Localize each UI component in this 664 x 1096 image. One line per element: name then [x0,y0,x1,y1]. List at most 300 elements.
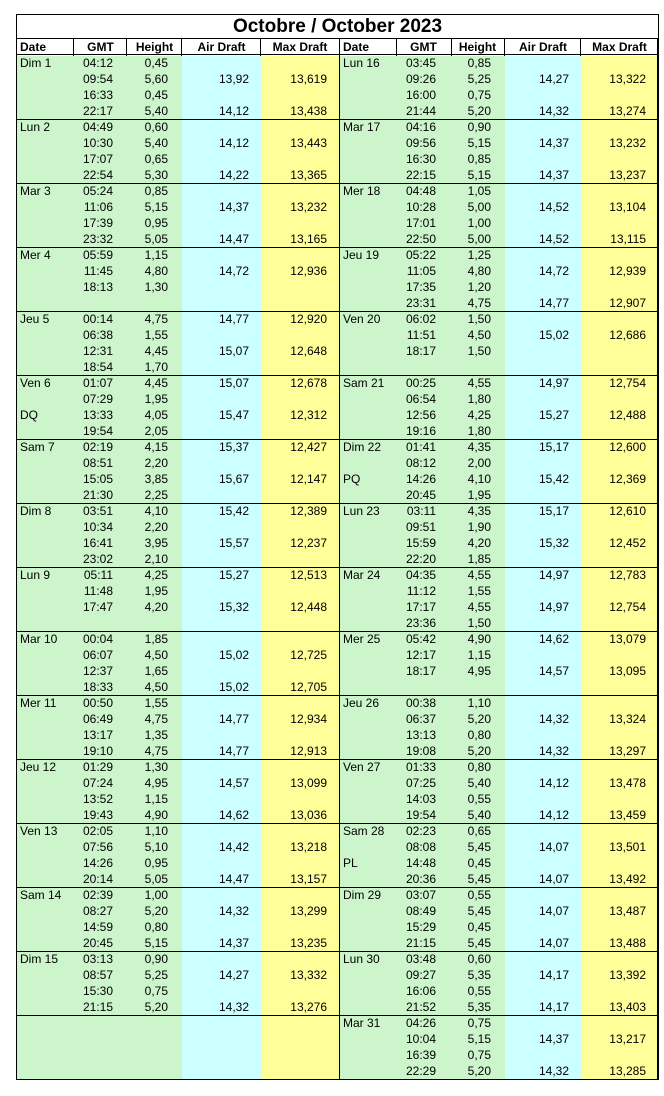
tide-height: 5,25 [467,72,491,86]
time-gmt [74,1015,113,1031]
max-draft: 12,725 [290,648,327,662]
time-gmt: 04:35 [405,568,436,582]
header-gmt: GMT [87,40,114,54]
air-draft: 14,12 [538,776,569,790]
time-gmt: 21:30 [82,488,113,502]
max-draft: 12,312 [290,408,327,422]
max-draft: 12,389 [290,504,327,518]
day-date: Ven 20 [343,312,381,326]
max-draft: 12,686 [609,328,646,342]
time-gmt: 11:48 [83,584,113,598]
max-draft: 12,369 [609,472,646,486]
tide-height: 1,80 [467,392,491,406]
air-draft [505,359,569,375]
tide-height: 5,35 [467,968,491,982]
air-draft: 14,52 [538,200,569,214]
time-gmt: 06:07 [82,648,113,662]
air-draft [505,791,569,807]
max-draft: 13,322 [609,72,646,86]
grid-line [126,39,127,56]
tide-height: 0,45 [144,56,168,70]
day-date: Dim 22 [343,440,382,454]
time-gmt: 21:52 [405,1000,436,1014]
air-draft: 15,07 [218,376,249,390]
air-draft [182,951,249,967]
day-date: Lun 23 [343,504,380,518]
max-draft [581,359,646,375]
time-gmt: 11:45 [83,264,113,278]
max-draft: 13,492 [609,872,646,886]
air-draft: 14,62 [218,808,249,822]
moon-phase-label [20,919,74,935]
time-gmt: 08:51 [82,456,113,470]
air-draft: 14,72 [218,264,249,278]
day-block [340,184,658,248]
tide-height: 1,55 [144,328,168,342]
max-draft: 12,147 [290,472,327,486]
max-draft: 12,488 [609,408,646,422]
max-draft [261,455,327,471]
air-draft: 14,37 [538,136,569,150]
tide-height: 0,90 [144,952,168,966]
tide-height: 1,95 [144,584,168,598]
time-gmt: 08:08 [405,840,436,854]
day-block [17,376,339,440]
max-draft [581,919,646,935]
tide-height: 5,25 [144,968,168,982]
tide-height: 4,55 [467,568,491,582]
air-draft [505,951,569,967]
day-date: Ven 13 [20,824,58,838]
air-draft [505,55,569,71]
max-draft: 13,619 [290,72,327,86]
day-block [17,696,339,760]
time-gmt: 17:39 [82,216,113,230]
day-block [17,888,339,952]
time-gmt: 03:48 [405,952,436,966]
day-date: Mer 18 [343,184,381,198]
air-draft: 15,37 [218,440,249,454]
day-date [20,1015,74,1031]
air-draft [505,919,569,935]
grid-line [260,39,261,56]
day-block [340,760,658,824]
max-draft [581,151,646,167]
day-date: Lun 9 [20,568,51,582]
tide-height: 5,45 [467,936,491,950]
moon-phase-label [20,599,74,615]
tide-height: 5,15 [467,136,491,150]
air-draft [182,583,249,599]
tide-height: 0,75 [467,88,491,102]
air-draft [505,183,569,199]
max-draft [261,823,327,839]
air-draft: 14,62 [538,632,569,646]
time-gmt: 12:31 [82,344,113,358]
time-gmt: 17:47 [82,600,113,614]
tide-height: 1,55 [144,696,168,710]
tide-height: 2,10 [144,552,168,566]
air-draft: 15,42 [218,504,249,518]
tide-height: 5,45 [467,904,491,918]
air-draft [505,247,569,263]
air-draft: 14,32 [538,744,569,758]
tide-height: 1,10 [144,824,168,838]
tide-height: 2,20 [144,456,168,470]
tide-height [127,1031,168,1047]
day-date: Sam 21 [343,376,385,390]
time-gmt: 00:04 [82,632,113,646]
max-draft [581,583,646,599]
time-gmt: 22:29 [405,1064,436,1078]
day-block [340,632,658,696]
time-gmt: 17:17 [405,600,436,614]
time-gmt: 10:04 [405,1032,436,1046]
tide-height [127,295,168,311]
max-draft [581,311,646,327]
tide-height: 1,95 [144,392,168,406]
time-gmt: 22:50 [405,232,436,246]
day-date: Mer 11 [20,696,57,710]
max-draft [261,487,327,503]
moon-phase-label [20,151,74,167]
moon-phase-label [343,919,397,935]
time-gmt: 16:06 [405,984,436,998]
time-gmt: 05:59 [82,248,113,262]
header-height: Height [135,40,174,54]
max-draft [261,919,327,935]
air-draft: 14,47 [218,872,249,886]
tide-height: 4,95 [467,664,491,678]
air-draft [505,759,569,775]
air-draft: 14,32 [538,104,569,118]
day-date: Jeu 5 [20,312,50,326]
air-draft [505,551,569,567]
tide-height: 4,90 [144,808,168,822]
time-gmt: 19:43 [82,808,113,822]
max-draft [581,1015,646,1031]
time-gmt: 13:52 [82,792,113,806]
time-gmt: 16:39 [405,1048,436,1062]
air-draft [505,519,569,535]
max-draft: 12,907 [609,296,646,310]
day-block [17,312,339,376]
tide-height: 1,85 [144,632,168,646]
tide-height [450,359,491,375]
tide-height: 1,15 [144,248,168,262]
air-draft [182,887,249,903]
max-draft: 13,217 [609,1032,646,1046]
grid-line [504,39,505,56]
time-gmt: 18:13 [82,280,113,294]
max-draft [261,1047,327,1063]
tide-height: 4,10 [144,504,168,518]
time-gmt: 05:22 [405,248,436,262]
time-gmt: 11:12 [406,584,436,598]
air-draft: 14,32 [538,1064,569,1078]
time-gmt: 10:28 [405,200,436,214]
air-draft [505,455,569,471]
tide-height: 4,75 [144,744,168,758]
day-date: Lun 2 [20,120,51,134]
time-gmt [74,1031,113,1047]
max-draft [261,855,327,871]
time-gmt [397,359,436,375]
moon-phase-label [343,599,397,615]
grid-line [580,39,581,56]
max-draft: 13,165 [290,232,327,246]
moon-phase-label [20,791,74,807]
time-gmt: 11:51 [406,328,436,342]
day-date: Dim 15 [20,952,59,966]
time-gmt: 07:24 [82,776,113,790]
max-draft: 13,365 [290,168,327,182]
max-draft: 13,157 [290,872,327,886]
max-draft [581,615,646,631]
header-air-draft: Air Draft [197,40,246,54]
max-draft [261,615,327,631]
air-draft: 14,37 [218,200,249,214]
max-draft: 13,285 [609,1064,646,1078]
tide-height: 0,45 [467,920,491,934]
max-draft [261,119,327,135]
tide-height: 0,90 [467,120,491,134]
moon-phase-label: PQ [343,472,361,486]
air-draft [505,695,569,711]
max-draft: 13,299 [290,904,327,918]
time-gmt: 04:26 [405,1016,436,1030]
day-block [17,120,339,184]
day-block [340,696,658,760]
max-draft [261,631,327,647]
tide-height: 5,45 [467,872,491,886]
tide-height: 5,35 [467,1000,491,1014]
day-block [340,504,658,568]
air-draft [182,919,249,935]
time-gmt: 01:29 [82,760,113,774]
time-gmt: 14:03 [405,792,436,806]
time-gmt: 15:30 [82,984,113,998]
moon-phase-label [20,1047,74,1063]
air-draft [505,615,569,631]
table-half-right [340,56,658,1079]
air-draft: 14,12 [218,136,249,150]
day-date: Ven 6 [20,376,51,390]
air-draft [505,343,569,359]
tide-height: 1,50 [467,312,491,326]
day-date: Sam 14 [20,888,62,902]
max-draft: 13,443 [290,136,327,150]
time-gmt: 19:54 [405,808,436,822]
air-draft: 15,27 [218,568,249,582]
air-draft: 15,47 [218,408,249,422]
air-draft: 14,42 [218,840,249,854]
max-draft: 12,934 [290,712,327,726]
air-draft [182,487,249,503]
tide-height: 5,40 [144,136,168,150]
time-gmt: 14:59 [82,920,113,934]
tide-height: 4,25 [467,408,491,422]
max-draft [581,823,646,839]
day-block [340,888,658,952]
header-row-left [17,39,339,55]
max-draft [261,663,327,679]
time-gmt: 08:49 [405,904,436,918]
air-draft [505,679,569,695]
air-draft: 14,37 [218,936,249,950]
time-gmt: 04:49 [82,120,113,134]
time-gmt: 02:23 [405,824,436,838]
max-draft [581,343,646,359]
air-draft [182,631,249,647]
day-block [17,952,339,1016]
moon-phase-label: PL [343,856,358,870]
day-block [340,824,658,888]
max-draft [581,87,646,103]
air-draft [505,887,569,903]
time-gmt: 19:08 [405,744,436,758]
air-draft [505,423,569,439]
max-draft: 12,427 [290,440,327,454]
time-gmt: 06:49 [82,712,113,726]
tide-height: 1,15 [467,648,491,662]
day-block [340,248,658,312]
tide-height: 3,85 [144,472,168,486]
max-draft: 13,324 [609,712,646,726]
day-block [17,632,339,696]
day-date: Jeu 19 [343,248,380,262]
day-block [340,376,658,440]
time-gmt: 16:33 [82,88,113,102]
day-date: Jeu 12 [20,760,57,774]
air-draft: 14,07 [538,904,569,918]
air-draft: 14,17 [538,968,569,982]
max-draft [581,247,646,263]
tide-height: 3,95 [144,536,168,550]
air-draft [182,1015,249,1031]
time-gmt: 12:56 [405,408,436,422]
max-draft [581,887,646,903]
day-date: Sam 28 [343,824,385,838]
time-gmt [74,295,113,311]
max-draft [261,791,327,807]
air-draft: 14,07 [538,936,569,950]
time-gmt: 08:12 [405,456,436,470]
max-draft: 13,237 [609,168,646,182]
tide-height: 4,80 [144,264,168,278]
max-draft [261,951,327,967]
air-draft [505,487,569,503]
max-draft: 13,079 [609,632,646,646]
air-draft: 14,57 [538,664,569,678]
tide-height: 1,90 [467,520,491,534]
time-gmt: 04:48 [405,184,436,198]
air-draft [182,615,249,631]
max-draft [581,551,646,567]
tide-height: 4,50 [144,648,168,662]
tide-height: 1,85 [467,552,491,566]
tide-height: 1,15 [144,792,168,806]
day-block [17,568,339,632]
max-draft: 13,478 [609,776,646,790]
max-draft [261,359,327,375]
air-draft: 14,77 [218,712,249,726]
time-gmt: 05:24 [82,184,113,198]
tide-height: 4,55 [467,600,491,614]
day-block [340,952,658,1016]
time-gmt: 13:17 [82,728,113,742]
max-draft [261,295,327,311]
time-gmt: 19:10 [82,744,113,758]
time-gmt: 13:13 [405,728,436,742]
time-gmt: 15:29 [405,920,436,934]
max-draft: 13,501 [609,840,646,854]
tide-height [127,615,168,631]
tide-height: 0,65 [467,824,491,838]
air-draft [182,759,249,775]
time-gmt: 05:11 [83,568,113,582]
air-draft: 14,47 [218,232,249,246]
tide-height [127,1047,168,1063]
time-gmt: 04:12 [82,56,113,70]
header-date: Date [343,40,370,54]
time-gmt: 18:17 [405,664,436,678]
air-draft [505,1047,569,1063]
max-draft [261,391,327,407]
moon-phase-label [343,727,397,743]
day-date: Dim 29 [343,888,382,902]
time-gmt: 18:17 [405,344,436,358]
moon-phase-label [343,215,397,231]
air-draft [505,215,569,231]
moon-phase-label [343,791,397,807]
air-draft [505,727,569,743]
time-gmt: 09:27 [405,968,436,982]
tide-height [127,1063,168,1079]
air-draft: 15,42 [538,472,569,486]
time-gmt: 01:07 [82,376,113,390]
max-draft [581,487,646,503]
max-draft [261,583,327,599]
tide-height: 5,20 [467,1064,491,1078]
time-gmt: 11:06 [83,200,113,214]
tide-height: 1,50 [467,616,491,630]
time-gmt: 00:38 [405,696,436,710]
air-draft [182,727,249,743]
tide-height: 5,05 [144,232,168,246]
air-draft [182,55,249,71]
max-draft: 13,104 [609,200,646,214]
air-draft [505,1015,569,1031]
max-draft [261,183,327,199]
tide-height: 1,55 [467,584,491,598]
tide-height: 4,75 [144,312,168,326]
time-gmt: 03:11 [406,504,436,518]
air-draft: 14,52 [538,232,569,246]
time-gmt: 21:15 [405,936,436,950]
day-date: Mar 24 [343,568,381,582]
air-draft: 14,22 [218,168,249,182]
moon-phase-label [343,535,397,551]
air-draft: 15,07 [218,344,249,358]
tide-height: 4,55 [467,376,491,390]
time-gmt: 22:20 [405,552,436,566]
time-gmt: 00:14 [82,312,113,326]
time-gmt: 06:37 [405,712,436,726]
tide-height: 2,25 [144,488,168,502]
time-gmt: 20:45 [405,488,436,502]
air-draft: 14,77 [218,312,249,326]
